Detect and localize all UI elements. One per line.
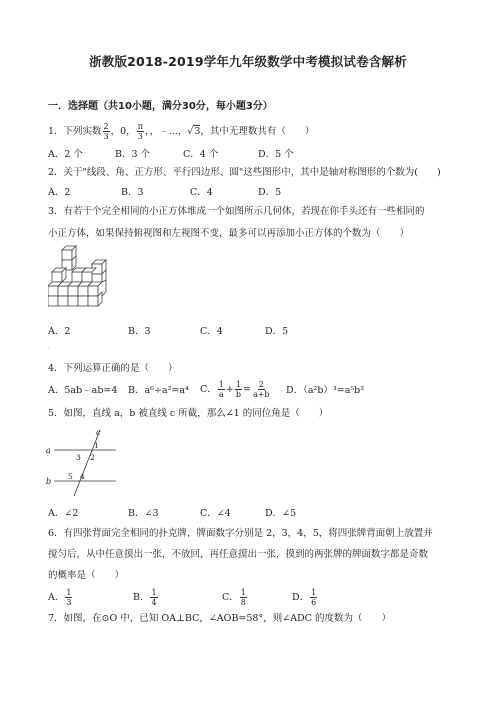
option-a: A．∠2 (48, 508, 79, 519)
option-d: D．（a²b）³=a⁵b³ (286, 385, 365, 396)
label-a: a (46, 446, 51, 455)
question-7: 7．如图，在⊙O 中，已知 OA⊥BC，∠AOB=58°，则∠ADC 的度数为（ ） (48, 613, 391, 624)
cube-stack-figure (48, 244, 124, 312)
label-c: c (96, 428, 101, 437)
question-4: 4．下列运算正确的是（ ） (48, 363, 178, 374)
option-c: C． $\frac{1}{8}$ (222, 588, 246, 607)
option-c: C．4 (190, 187, 213, 198)
sqrt-sign: √ (187, 126, 194, 137)
section-heading: 一．选择题（共10小题，满分30分，每小题3分） (48, 101, 273, 112)
fraction: $\frac{\pi}{3}$ (137, 122, 143, 141)
option-b: B．3 (128, 326, 151, 337)
option-a: A．2 (48, 326, 71, 337)
question-3-line-1: 3．有若干个完全相同的小正方体堆成一个如图所示几何体，若现在你手头还有一些相同的 (48, 206, 425, 217)
angle-4: 4 (80, 472, 85, 481)
fraction: $\frac{2}{3}$ (103, 122, 109, 141)
option-c: C．4 个 (183, 149, 219, 160)
transversal-figure (44, 426, 124, 498)
option-c: C． $\frac{1}{a}$ + $\frac{1}{b}$ = $\frac{2}{a+b}$ (200, 380, 270, 399)
option-a: A． $\frac{1}{3}$ (48, 588, 72, 607)
angle-3: 3 (76, 453, 81, 462)
option-c: C．4 (200, 326, 223, 337)
question-1: 1．下列实数 $\frac{2}{3}$ ，0， $\frac{\pi}{3}$ ，，﹣...，√3，其中无理数共有（ ） (48, 122, 315, 141)
radicand: 3 (194, 126, 201, 137)
question-5: 5．如图，直线 a，b 被直线 c 所截，那么∠1 的同位角是（ ） (48, 408, 329, 419)
label-b: b (46, 477, 52, 486)
option-a: A．5ab﹣ab=4 (48, 385, 118, 396)
page-title: 浙教版2018-2019学年九年级数学中考模拟试卷含解析 (89, 54, 407, 69)
question-6-line-2: 搅匀后，从中任意摸出一张，不放回，再任意摸出一张，摸到的两张牌的牌面数字都是奇数 (48, 549, 429, 560)
option-d: D． $\frac{1}{6}$ (292, 588, 317, 607)
option-b: B． $\frac{1}{4}$ (133, 588, 157, 607)
option-b: B．a⁶÷a²=a⁴ (128, 385, 189, 396)
angle-5: 5 (68, 472, 73, 481)
question-3-line-2: 小正方体，如果保持俯视图和左视图不变，最多可以再添加小正方体的个数为（ ） (48, 228, 410, 239)
option-a: A．2 (48, 187, 71, 198)
option-d: D．5 个 (258, 149, 294, 160)
question-6-line-1: 6．有四张背面完全相同的扑克牌，牌面数字分别是 2，3，4，5，将四张牌背面朝上放置并 (48, 528, 433, 539)
stray-dot: . (48, 343, 51, 351)
question-2: 2．关于"线段、角、正方形、平行四边形、圆"这些图形中，其中是轴对称图形的个数为( ) (48, 167, 441, 178)
question-6-line-3: 的概率是（ ） (48, 570, 125, 581)
option-d: D．5 (265, 326, 289, 337)
option-c: C．∠4 (200, 508, 231, 519)
option-b: B．∠3 (128, 508, 159, 519)
option-a: A．2 个 (48, 149, 83, 160)
option-b: B．3 (121, 187, 144, 198)
angle-1: 1 (94, 441, 99, 450)
option-d: D．5 (258, 187, 282, 198)
option-d: D．∠5 (265, 508, 297, 519)
angle-2: 2 (90, 453, 95, 462)
option-b: B．3 个 (115, 149, 151, 160)
